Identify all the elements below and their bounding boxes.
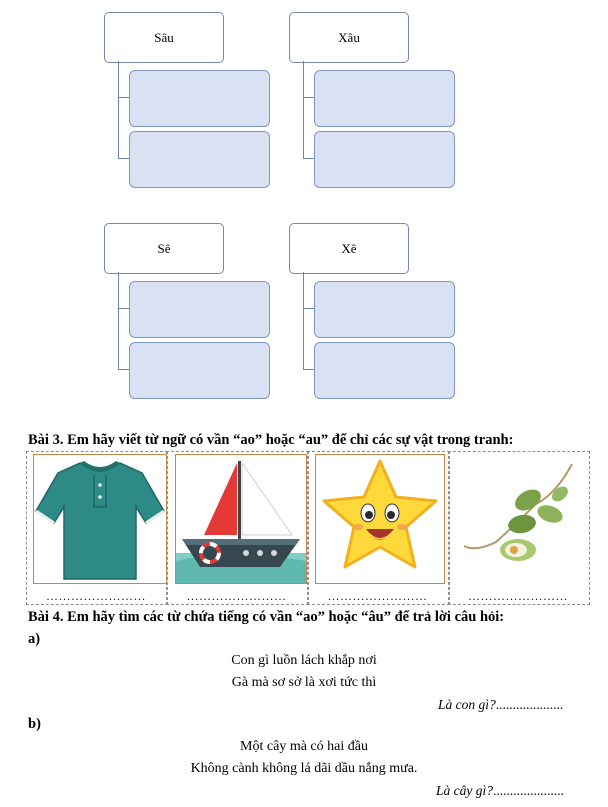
riddle-b-line2: Không cành không lá dãi dầu nắng mưa. (190, 761, 418, 776)
connector-line (303, 158, 314, 159)
answer-box[interactable] (129, 342, 270, 399)
riddle-b-question: Là cây gì?..................... (436, 783, 564, 798)
answer-box[interactable] (314, 342, 455, 399)
fruit-branch-image (456, 454, 584, 582)
answer-box[interactable] (129, 281, 270, 338)
answer-box[interactable] (129, 70, 270, 127)
diagram-head-sau: Sâu (104, 12, 224, 63)
answer-box[interactable] (129, 131, 270, 188)
answer-box[interactable] (314, 70, 455, 127)
answer-blank[interactable]: …………………… (468, 589, 568, 603)
connector-line (118, 158, 129, 159)
diagram-head-se: Sê (104, 223, 224, 274)
star-image (315, 454, 445, 584)
answer-blank[interactable]: …………………… (46, 589, 146, 603)
connector-line (118, 97, 129, 98)
shirt-image (33, 454, 167, 584)
part-a-label: a) (28, 631, 41, 647)
part-b-label: b) (28, 716, 41, 732)
riddle-b-answer-blank[interactable]: ..................... (493, 783, 564, 798)
connector-line (303, 97, 314, 98)
riddle-a-line2: Gà mà sơ sở là xơi tức thì (231, 675, 377, 690)
answer-blank[interactable]: …………………… (327, 589, 428, 603)
connector-line (303, 272, 304, 369)
bai3-title: Bài 3. Em hãy viết từ ngữ có vần “ao” hoặc “au” để chỉ các sự vật trong tranh: (28, 432, 514, 448)
riddle-a-line1: Con gì luồn lách khắp nơi (231, 653, 377, 668)
riddle-a-question: Là con gì?.................... (438, 697, 564, 712)
connector-line (118, 308, 129, 309)
sailboat-image (175, 454, 307, 584)
answer-box[interactable] (314, 281, 455, 338)
bai4-title: Bài 4. Em hãy tìm các từ chứa tiếng có vần “ao” hoặc “âu” để trả lời câu hỏi: (28, 609, 505, 625)
connector-line (303, 308, 314, 309)
connector-line (118, 272, 119, 369)
connector-line (303, 61, 304, 158)
connector-line (118, 61, 119, 158)
answer-box[interactable] (314, 131, 455, 188)
diagram-head-xau: Xâu (289, 12, 409, 63)
connector-line (118, 369, 129, 370)
connector-line (303, 369, 314, 370)
diagram-head-xe: Xê (289, 223, 409, 274)
answer-blank[interactable]: …………………… (186, 589, 287, 603)
riddle-b-line1: Một cây mà có hai đầu (240, 739, 368, 754)
riddle-a-answer-blank[interactable]: .................... (495, 697, 564, 712)
